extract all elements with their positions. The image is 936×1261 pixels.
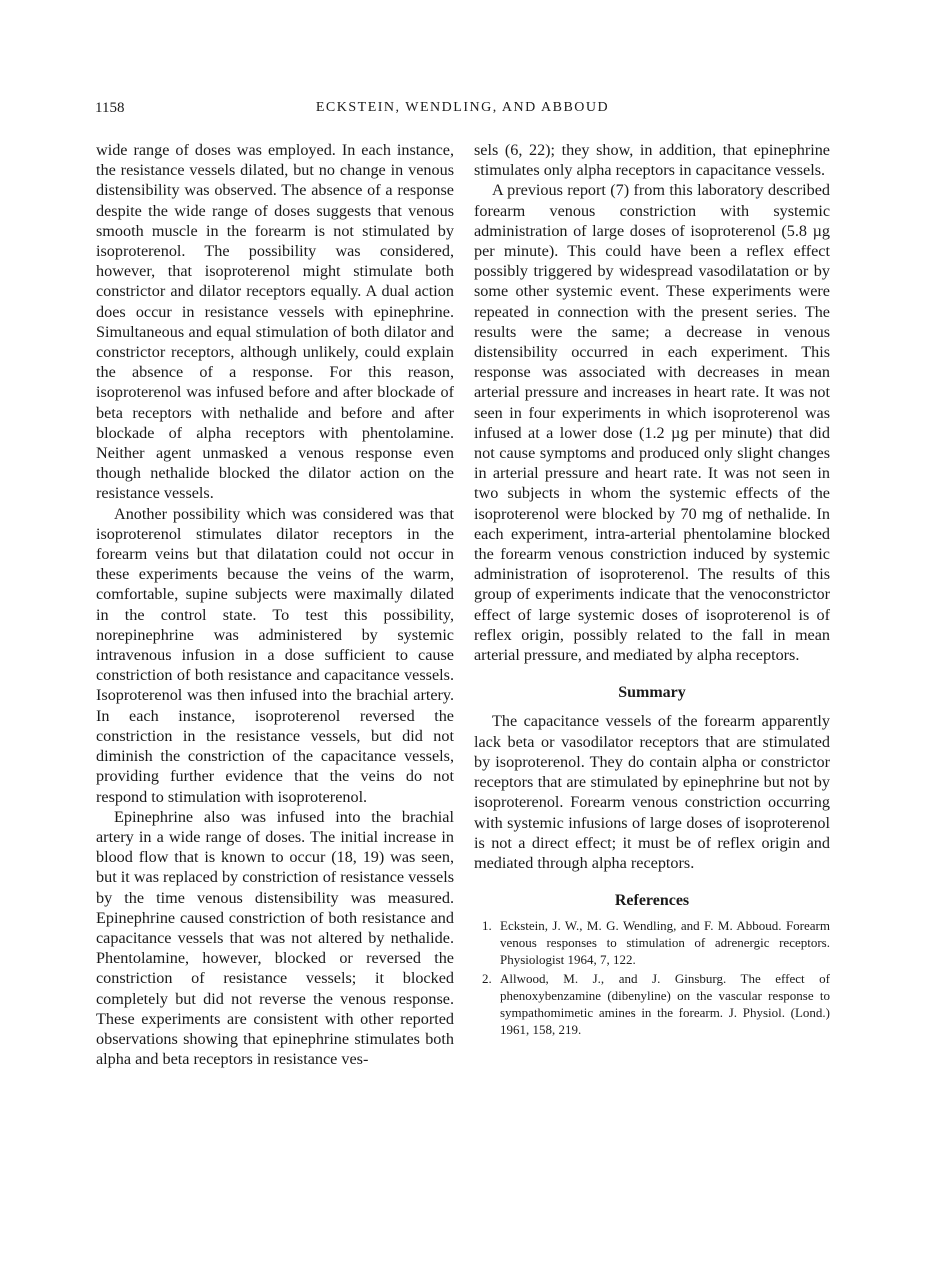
reference-item <box>474 970 830 1038</box>
page-number: 1158 <box>95 100 125 116</box>
references-heading: References <box>614 892 690 910</box>
reference-list <box>474 917 830 1038</box>
left-column <box>96 140 454 1069</box>
reference-number: 1. <box>482 918 492 934</box>
body-paragraph: sels (6, 22); they show, in addition, that epinephrine stimulates only alpha receptors in capacitance vessels. <box>474 141 830 180</box>
reference-number: 2. <box>482 971 492 987</box>
body-paragraph: wide range of doses was employed. In each instance, the resistance vessels dilated, but no change in venous distensibility was observed. The absence of a response despite the wide range of doses suggests that venous smooth muscle in the forearm is not stimulated by isoproterenol. The possibility was considered, however, that isoproterenol might stimulate both constrictor and dilator receptors equally. A dual action does occur in resistance vessels with epinephrine. Simultaneous and equal stimulation of both dilator and constrictor receptors, although unlikely, could explain the absence of a response. For this reason, isoproterenol was infused before and after blockade of beta receptors with nethalide and before and after blockade of alpha receptors with phentolamine. Neither agent unmasked a venous response even though nethalide blocked the dilator action on the resistance vessels. <box>96 141 454 503</box>
summary-paragraph: The capacitance vessels of the forearm apparently lack beta or vasodilator receptors that are stimulated by isoproterenol. They do contain alpha or constrictor receptors that are stimulated by epinephrine but not by isoproterenol. Forearm venous constriction occurring with systemic infusions of large doses of isoproterenol is not a direct effect; it must be of reflex origin and mediated through alpha receptors. <box>474 712 830 872</box>
body-paragraph: Epinephrine also was infused into the brachial artery in a wide range of doses. The initial increase in blood flow that is known to occur (18, 19) was seen, but it was replaced by constriction of resistance vessels by the time venous distensibility was measured. Epinephrine caused constriction of both resistance and capacitance vessels that was not altered by nethalide. Phentolamine, however, blocked or reversed the constriction of resistance vessels; it blocked completely but did not reverse the venous response. These experiments are consistent with other reported observations showing that epinephrine stimulates both alpha and beta receptors in resistance ves- <box>96 807 454 1069</box>
body-paragraph: Another possibility which was considered was that isoproterenol stimulates dilator receptors in the forearm veins but that dilatation could not occur in these experiments because the veins of the warm, comfortable, supine subjects were maximally dilated in the control state. To test this possibility, norepinephrine was administered by systemic intravenous infusion in a dose sufficient to cause constriction of both resistance and capacitance vessels. Isoproterenol was then infused into the brachial artery. In each instance, isoproterenol reversed the constriction in the resistance vessels, but did not diminish the constriction of the capacitance vessels, providing further evidence that the veins do not respond to stimulation with isoproterenol. <box>96 504 454 806</box>
reference-text: Allwood, M. J., and J. Ginsburg. The effect of phenoxybenzamine (dibenyline) on the vascular response to sympathomimetic amines in the forearm. J. Physiol. (Lond.) 1961, 158, 219. <box>500 971 830 1038</box>
body-paragraph: A previous report (7) from this laboratory described forearm venous constriction with systemic administration of large doses of isoproterenol (5.8 µg per minute). This could have been a reflex effect possibly triggered by widespread vasodilatation or by some other systemic event. These experiments were repeated in connection with the present series. The results were the same; a decrease in venous distensibility occurred in each experiment. This response was associated with decreases in mean arterial pressure and increases in heart rate. It was not seen in four experiments in which isoproterenol was infused at a lower dose (1.2 µg per minute) that did not cause symptoms and produced only slight changes in arterial pressure and heart rate. It was not seen in two subjects in whom the systemic effects of the isoproterenol were blocked by 70 mg of nethalide. In each experiment, intra-arterial phentolamine blocked the forearm venous constriction induced by systemic administration of isoproterenol. The results of this group of experiments indicate that the venoconstrictor effect of large systemic doses of isoproterenol is of reflex origin, possibly related to the fall in mean arterial pressure, and mediated by alpha receptors. <box>474 181 830 665</box>
reference-item <box>474 917 830 968</box>
summary-heading: Summary <box>618 684 686 702</box>
right-column <box>474 140 830 1040</box>
running-head <box>95 100 830 122</box>
running-title: ECKSTEIN, WENDLING, AND ABBOUD <box>315 100 610 115</box>
reference-text: Eckstein, J. W., M. G. Wendling, and F. M. Abboud. Forearm venous responses to stimulation of adrenergic receptors. Physiologist 1964, 7, 122. <box>500 918 830 968</box>
